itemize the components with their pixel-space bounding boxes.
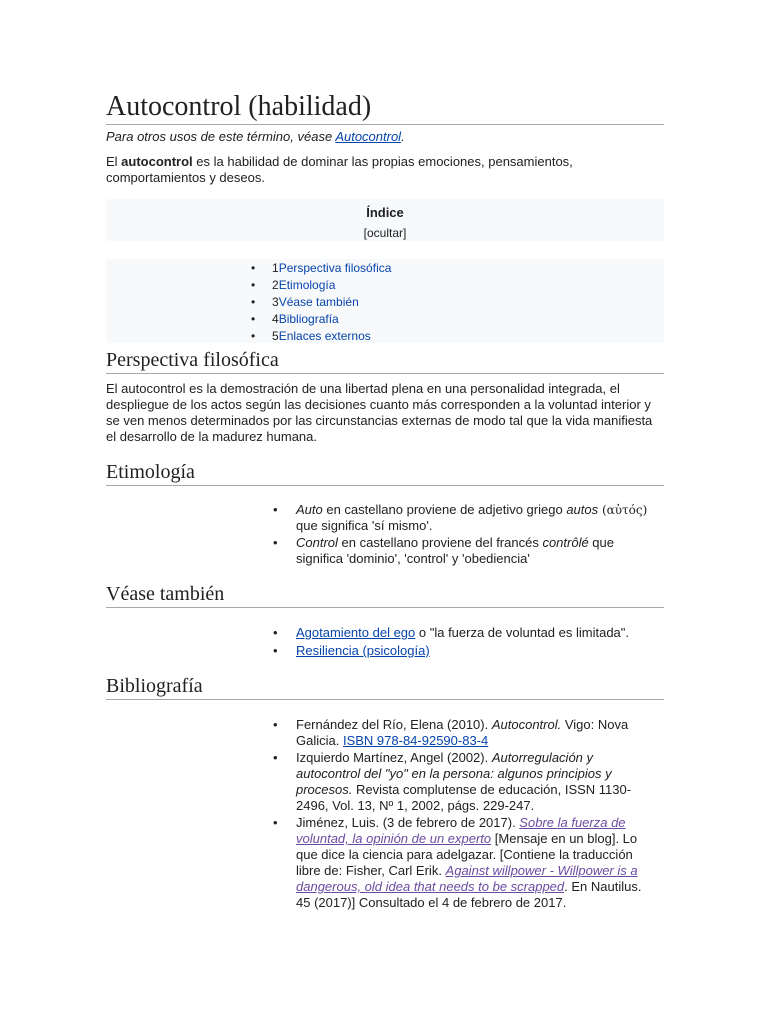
toc-item-number: 5	[272, 329, 279, 343]
text: que significa 'dominio', 'control' y 'obediencia'	[296, 535, 614, 566]
external-link[interactable]: Against willpower - Willpower is a dangerous, old idea that needs to be scrapped	[296, 863, 638, 894]
page-title: Autocontrol (habilidad)	[106, 90, 664, 125]
list-item	[106, 535, 664, 567]
toc-item-link[interactable]: Perspectiva filosófica	[278, 261, 392, 275]
text: . En Nautilus. 45 (2017)] Consultado el 4 de febrero de 2017.	[296, 879, 642, 910]
toc-item-number: 3	[272, 295, 279, 309]
isbn-link[interactable]: ISBN 978-84-92590-83-4	[342, 733, 489, 748]
text: Fernández del Río, Elena (2010).	[296, 717, 492, 732]
perspectiva-paragraph: El autocontrol es la demostración de una libertad plena en una personalidad integrada, el despliegue de los actos según las decisiones cuanto más corresponden a la voluntad interior y se ven menos determinados por las circunstancias externas de modo tal que la vida manifiesta el desarrollo de la madurez humana.	[106, 381, 653, 444]
section-bibliografia	[106, 674, 664, 911]
em-term: autos	[566, 502, 599, 517]
toc-toggle-button[interactable]: [ocultar]	[363, 226, 407, 240]
etimologia-list	[106, 502, 664, 567]
bibliografia-list	[106, 717, 651, 911]
em-term: contrôlé	[542, 535, 589, 550]
article-content	[106, 90, 664, 910]
text: en castellano proviene de adjetivo griego	[322, 502, 567, 517]
text: Vigo: Nova Galicia.	[296, 717, 629, 748]
see-also-link[interactable]: Agotamiento del ego	[296, 625, 416, 640]
toc-item-link[interactable]: Enlaces externos	[278, 329, 371, 343]
text: Revista complutense de educación, ISSN 1130-2496, Vol. 13, Nº 1, 2002, págs. 229-247.	[296, 782, 632, 813]
bibliography-item	[106, 750, 651, 814]
list-item	[106, 625, 664, 643]
heading-bibliografia: Bibliografía	[106, 674, 664, 700]
see-also-link[interactable]: Resiliencia (psicología)	[296, 643, 430, 658]
text: o "la fuerza de voluntad es limitada".	[415, 625, 630, 640]
toc-item-number: 2	[272, 278, 279, 292]
toc-item[interactable]	[106, 328, 664, 345]
lead-text-post: es la habilidad de dominar las propias emociones, pensamientos, comportamientos y deseos.	[106, 154, 573, 185]
hatnote-text: Para otros usos de este término, véase	[106, 129, 336, 144]
toc-title: Índice	[366, 205, 404, 220]
bibliography-item	[106, 815, 651, 911]
hatnote	[106, 129, 664, 145]
section-perspectiva	[106, 348, 664, 445]
em-title: Autocontrol.	[491, 717, 562, 732]
toc-item-number: 1	[272, 261, 279, 275]
em-term: Control	[296, 535, 338, 550]
hatnote-suffix: .	[401, 129, 405, 144]
lead-bold-term: autocontrol	[121, 154, 193, 169]
toc-item[interactable]	[106, 260, 664, 277]
toc-item-link[interactable]: Bibliografía	[278, 312, 339, 326]
lead-paragraph	[106, 154, 664, 186]
toc-item-link[interactable]: Véase también	[278, 295, 359, 309]
em-title: Autorregulación y autocontrol del "yo" en la persona: algunos principios y procesos.	[296, 750, 612, 797]
greek-word: (αὐτός)	[598, 503, 648, 517]
bibliography-item	[106, 717, 651, 749]
lead-text-pre: El	[106, 154, 122, 169]
hatnote-link[interactable]: Autocontrol	[335, 129, 402, 144]
external-link[interactable]: Sobre la fuerza de voluntad, la opinión de un experto	[296, 815, 626, 846]
toc-list	[106, 259, 664, 343]
section-etimologia	[106, 460, 664, 567]
list-item	[106, 502, 664, 534]
text: que significa 'sí mismo'.	[296, 518, 433, 533]
em-term: Auto	[296, 502, 323, 517]
section-vease	[106, 582, 664, 659]
toc-item[interactable]	[106, 311, 664, 328]
toc-item[interactable]	[106, 277, 664, 294]
heading-perspectiva: Perspectiva filosófica	[106, 348, 664, 374]
text: Jiménez, Luis. (3 de febrero de 2017).	[296, 815, 520, 830]
toc-item-number: 4	[272, 312, 279, 326]
toc-header	[106, 199, 664, 241]
text: Izquierdo Martínez, Angel (2002).	[296, 750, 492, 765]
heading-etimologia: Etimología	[106, 460, 664, 486]
text: [Mensaje en un blog]. Lo que dice la ciencia para adelgazar. [Contiene la traducción libre de: Fisher, Carl Erik.	[296, 831, 638, 878]
toc-item[interactable]	[106, 294, 664, 311]
list-item	[106, 643, 664, 659]
vease-list	[106, 625, 664, 659]
toc-item-link[interactable]: Etimología	[278, 278, 336, 292]
text: en castellano proviene del francés	[337, 535, 543, 550]
heading-vease: Véase también	[106, 582, 664, 608]
